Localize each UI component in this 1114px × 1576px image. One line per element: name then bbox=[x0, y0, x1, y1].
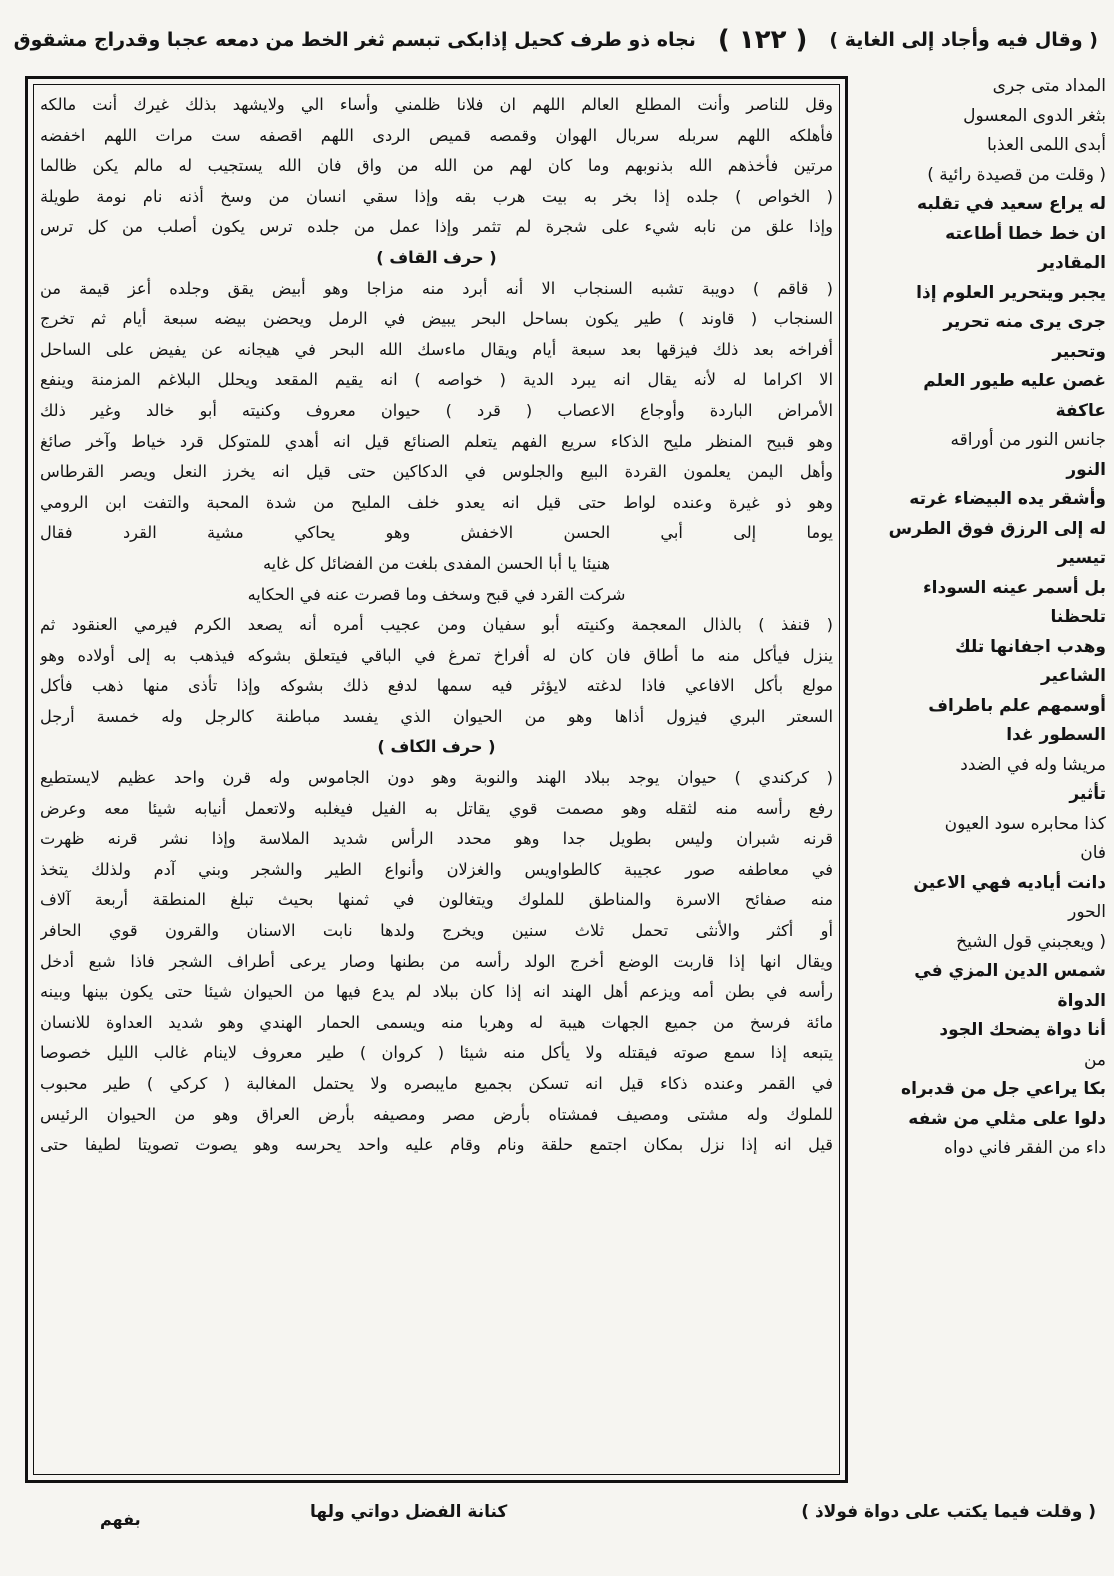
main-text-line: وأهل اليمن يعلمون القردة البيع والجلوس في الدكاكين حتى قيل انه يخرز النعل ويصر القرطاس bbox=[40, 462, 833, 482]
main-text-line: هنيئا يا أبا الحسن المفدى بلغت من الفضائل كل غايه bbox=[262, 553, 611, 573]
margin-line: الحور bbox=[1068, 902, 1106, 922]
margin-line: يجبر ويتحرير العلوم إذا bbox=[916, 282, 1106, 303]
margin-line: تأثير bbox=[1069, 784, 1106, 804]
margin-line: الشاعير bbox=[1040, 666, 1106, 686]
main-text-line: وقل للناصر وأنت المطلع العالم اللهم ان فلانا ظلمني وأساء الي ولايشهد بذلك غيرك أنت مالكه bbox=[40, 95, 833, 114]
main-text-line: وهو ذو غيرة وعنده لواط حتى قيل انه يعدو خلف المليح من شدة المحبة والتفت ابن الرومي bbox=[40, 492, 833, 512]
margin-line: أوسمهم علم باطراف bbox=[928, 695, 1106, 716]
margin-line: وأشقر يده البيضاء غرته bbox=[909, 489, 1106, 509]
margin-line: داء من الفقر فاني دواه bbox=[943, 1138, 1106, 1158]
margin-line: النور bbox=[1066, 459, 1106, 480]
margin-line: بثغر الدوى المعسول bbox=[963, 105, 1106, 126]
margin-line: دلوا على مثلي من شفه bbox=[908, 1108, 1106, 1129]
main-text-line: قيل انه إذا نزل بمكان اجتمع حلقة ونام وقام عليه واحد يحرسه وهو يصوت تصويتا لطيفا حتى bbox=[40, 1135, 833, 1155]
main-text-line: ينزل فيأكل منه ما أطاق فان كان له أفراخ تمرغ في الباقي فيتعلق بشوكه فيذهب به إلى أولاده وهو bbox=[40, 645, 833, 665]
margin-line: جانس النور من أوراقه bbox=[950, 430, 1106, 450]
margin-line: ( وقلت من قصيدة رائية ) bbox=[927, 164, 1106, 185]
main-text-line: وإذا علق من نابه شيء على شجرة لم تثمر وإذا عمل من جلده ترس يكون أصلب من كل ترس bbox=[40, 217, 833, 237]
margin-line: له يراع سعيد في تقلبه bbox=[917, 194, 1106, 214]
main-text-line: فأهلكه اللهم سربله سربال الهوان وقمصه قميص الردى اللهم اقصفه ست مرات اللهم اخفضه bbox=[40, 125, 833, 145]
main-text-line: ويقال انها إذا قاربت الوضع أخرج الولد رأسه من بطنها وصار يرعى أطراف الشجر فاذا شبع أدخل bbox=[40, 951, 833, 971]
catchword: بفهم bbox=[100, 1510, 141, 1529]
margin-line: كذا محابره سود العيون bbox=[944, 813, 1106, 834]
margin-line: أبدى اللمى العذبا bbox=[987, 135, 1106, 155]
main-text-line: ( الخواص ) جلده إذا بخر به بيت هرب بقه وإذا سقي انسان من وسخ أذنه نام نومة طويلة bbox=[40, 186, 833, 206]
margin-line: تيسير bbox=[1057, 548, 1106, 568]
margin-line: ( ويعجبني قول الشيخ bbox=[956, 931, 1106, 952]
main-text-line: مرتين فأخذهم الله بذنوبهم وما كان لهم من الله من واق فان الله يستجيب له مالم يكن ظالما bbox=[40, 156, 833, 176]
margin-line: تلحظنا bbox=[1050, 607, 1106, 627]
margin-line: المداد متى جرى bbox=[992, 76, 1106, 96]
main-text-line: أو أكثر والأنثى تحمل ثلاث سنين ويخرج ولدها نابت الاسنان والقرون قوي الحافر bbox=[40, 921, 833, 941]
main-text-line: السعتر البري فيزول أذاها وهو من الحيوان الذي يفسد مباطنة كالرجل وله خمسة أرجل bbox=[40, 706, 833, 726]
main-text-line: في معاطفه صور عجيبة كالطواويس والغزلان وأنواع الطير والشجر وبني آدم ولذلك يتخذ bbox=[40, 859, 833, 879]
main-text-line: يوما إلى أبي الحسن الاخفش وهو يحاكي مشية القرد فقال bbox=[40, 523, 833, 543]
margin-line: دانت أياديه فهي الاعين bbox=[913, 872, 1106, 893]
margin-poem-column bbox=[856, 72, 1106, 1492]
header-right-text: ( وقال فيه وأجاد إلى الغاية ) bbox=[829, 29, 1098, 51]
main-text-line: ( حرف القاف ) bbox=[376, 247, 497, 267]
main-text-line: أفراخه بعد ذلك فيزقها بعد سبعة أيام ويقال ماءسك الله البحر في هيجانه عن يفيض على الساحل bbox=[40, 339, 833, 359]
margin-line: الدواة bbox=[1057, 990, 1106, 1011]
margin-line: له إلى الرزق فوق الطرس bbox=[888, 518, 1106, 539]
page-number: ( ١٢٢ ) bbox=[717, 25, 808, 55]
main-text-line: وهو قبيح المنظر مليح الذكاء سريع الفهم يتعلم الصنائع قيل انه أهدي للمتوكل قرد خياط وآخر صائغ bbox=[40, 431, 833, 451]
main-text-line: منه صفائح الاسرة والمناطق للملوك ويتغالون في ثمنها بحيث تبلغ المنطقة أربعة آلاف bbox=[40, 890, 833, 910]
margin-line: عاكفة bbox=[1055, 400, 1106, 421]
footer-left-text: كنانة الفضل دواتي ولها bbox=[310, 1502, 508, 1522]
main-text-line: مائة فرسخ من جميع الجهات هيبة له وهربا منه ويسمى الحمار الهندي وهو شديد العداوة للانسان bbox=[40, 1012, 833, 1032]
margin-line: المقادير bbox=[1038, 253, 1106, 273]
margin-line: بل أسمر عينه السوداء bbox=[922, 577, 1106, 598]
margin-line: من bbox=[1083, 1049, 1106, 1070]
main-text-line: مولع بأكل الافاعي فاذا لدغته لايؤثر فيه سمها لدفع ذلك بشوكه وإذا تأذى منها ذهب فأكل bbox=[40, 676, 833, 696]
main-text-line: ( كركندي ) حيوان يوجد ببلاد الهند والنوبة وهو دون الجاموس وله قرن واحد عظيم لايستطيع bbox=[40, 768, 833, 788]
margin-line: شمس الدين المزي في bbox=[914, 961, 1106, 981]
margin-line: غصن عليه طيور العلم bbox=[923, 371, 1106, 391]
page-footer bbox=[310, 1492, 1096, 1532]
main-text-line: في القمر وعنده ذكاء قيل انه تسكن بجميع مايبصره ولا يحتمل المغالبة ( كركي ) طير محبوب bbox=[40, 1074, 833, 1093]
margin-line: بكا يراعي جل من قدبراه bbox=[901, 1079, 1106, 1099]
margin-line: ان خط خطا أطاعته bbox=[945, 223, 1106, 244]
main-text-line: رفع رأسه منه لثقله وهو مصمت قوي يقاتل به الفيل فيغلبه ولاتعمل أنيابه شيئا معه وعرض bbox=[40, 798, 833, 818]
main-text-line: يتبعه إذا سمع صوته فيقتله ولا يأكل منه شيئا ( كروان ) طير معروف لاينام غالب الليل خصوصا bbox=[40, 1043, 833, 1063]
page-header bbox=[14, 14, 1098, 66]
main-text-line: الأمراض الباردة وأوجاع الاعصاب ( قرد ) حيوان معروف وكنيته أبو خالد وغير ذلك bbox=[40, 400, 833, 420]
main-text-line: ( قاقم ) دويبة تشبه السنجاب الا أنه أبرد منه مزاجا وهو أبيض يقق وجلده أعز قيمة من bbox=[40, 278, 833, 298]
footer-right-text: ( وقلت فيما يكتب على دواة فولاذ ) bbox=[801, 1502, 1096, 1522]
main-text-line: قرنه شبران وليس بطويل جدا وهو محدد الرأس شديد الملاسة وإذا نشر قرنه ظهرت bbox=[40, 829, 833, 849]
margin-line: وهدب اجفانها تلك bbox=[955, 636, 1106, 657]
margin-line: جرى يرى منه تحرير bbox=[943, 312, 1106, 332]
header-left-text: نجاه ذو طرف كحيل إذابكى تبسم ثغر الخط من دمعه عجبا وقدراج مشقوق bbox=[14, 29, 696, 51]
margin-line: فان bbox=[1080, 843, 1106, 863]
margin-line: أنا دواة يضحك الجود bbox=[939, 1020, 1106, 1040]
main-text-block bbox=[40, 90, 833, 1470]
margin-line: وتحبير bbox=[1052, 341, 1106, 362]
main-text-line: ( قنفذ ) بالذال المعجمة وكنيته أبو سفيان ومن عجيب أمره أنه يصعد الكرم فيرمي العنقود ثم bbox=[40, 615, 833, 635]
main-text-line: شركت القرد في قبح وسخف وما قصرت عنه في الحكايه bbox=[247, 584, 626, 604]
margin-line: السطور غدا bbox=[1006, 725, 1106, 745]
main-text-line: السنجاب ( قاوند ) طير يكون بساحل البحر يبيض في الرمل ويحضن بيضه سبعة أيام ثم تخرج bbox=[40, 309, 833, 329]
main-text-line: ( حرف الكاف ) bbox=[377, 737, 496, 757]
main-text-line: رأسه في بطن أمه ويزعم أهل الهند انه إذا كان ببلاد لم يدع فيها من الحيوان شيئا حتى يكون بينها وبينه bbox=[40, 982, 833, 1002]
main-text-line: الا اكراما له لأنه يقال انه يبرد الدية ( خواصه ) انه يقيم المقعد ويحلل البلاغم المزمنة وينفع bbox=[40, 370, 833, 390]
margin-line: مريشا وله في الضدد bbox=[960, 754, 1106, 775]
main-text-line: للملوك وله مشتى ومصيف فمشتاه بأرض مصر ومصيفه بأرض العراق وهو من الحيوان الرئيس bbox=[40, 1104, 833, 1124]
